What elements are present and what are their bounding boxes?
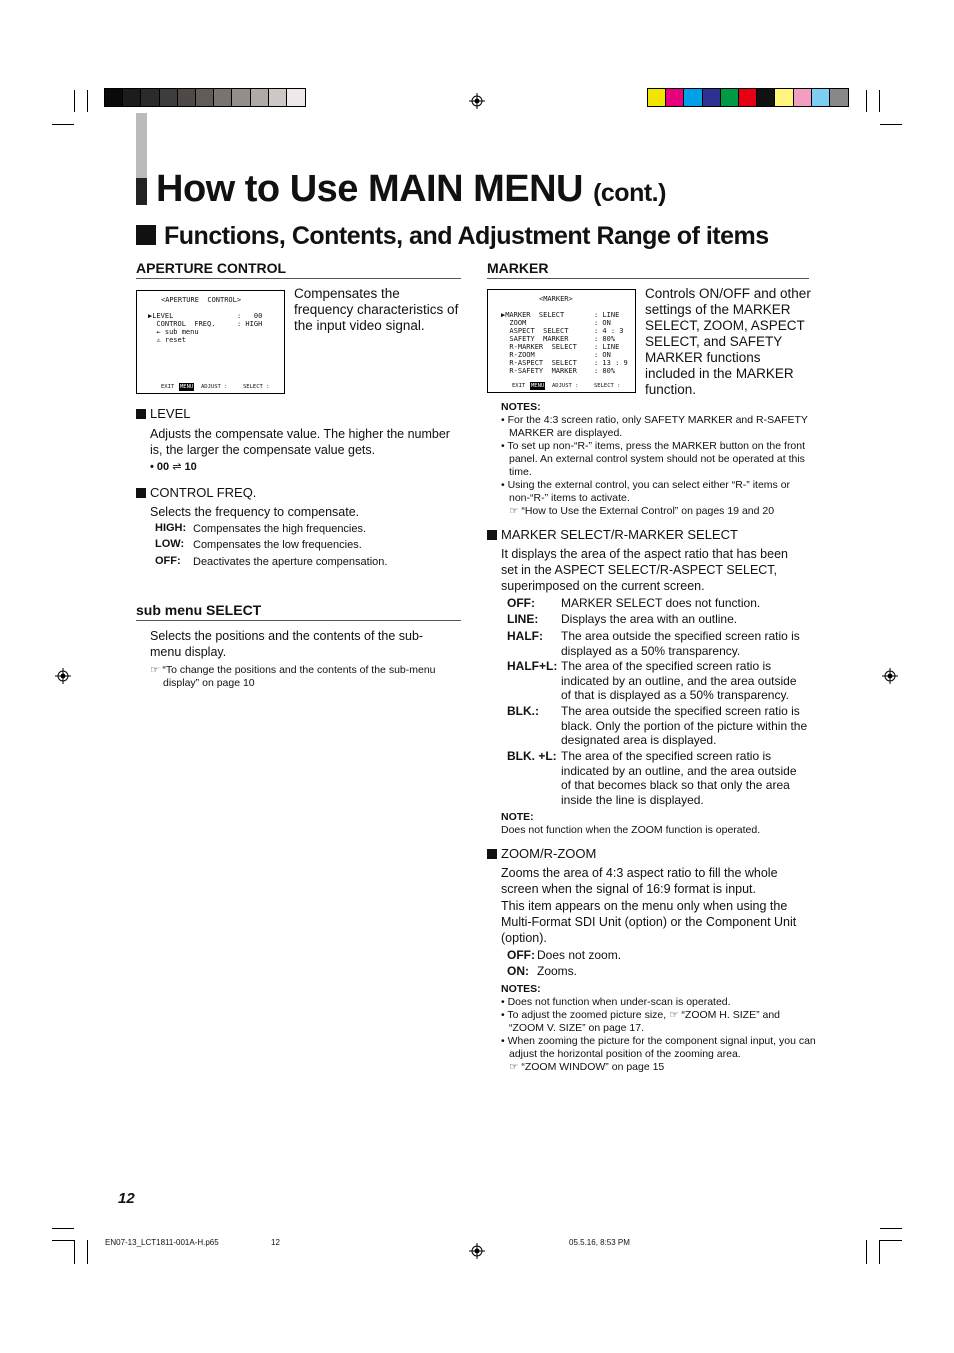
osd-row-value: : ON <box>594 319 611 327</box>
page-number: 12 <box>118 1190 135 1207</box>
osd-footer-select: SELECT : <box>594 383 621 389</box>
osd-title: <MARKER> <box>539 295 573 303</box>
osd-footer-exit: EXIT <box>512 383 526 389</box>
submenu-select-heading: sub menu SELECT <box>136 602 461 621</box>
control-freq-desc: Deactivates the aperture compensation. <box>193 556 388 568</box>
square-bullet-icon <box>136 225 156 245</box>
gray-swatch <box>232 89 250 106</box>
control-freq-term: HIGH: <box>155 522 187 534</box>
marker-select-desc: The area outside the specified screen ratio is displayed as a 50% transparency. <box>561 629 800 658</box>
gray-swatch <box>251 89 269 106</box>
osd-row-value: : HIGH <box>237 320 263 328</box>
marker-note: • Using the external control, you can select either “R-” items or non-“R-” items to activate. <box>501 479 791 504</box>
marker-select-desc: MARKER SELECT does not function. <box>561 596 761 610</box>
page-subtitle-text: Functions, Contents, and Adjustment Range of items <box>164 222 769 250</box>
color-swatch <box>648 89 666 106</box>
color-swatch <box>684 89 702 106</box>
color-swatch <box>666 89 684 106</box>
marker-heading: MARKER <box>487 260 809 279</box>
osd-row-label: R-ASPECT SELECT <box>501 359 577 367</box>
zoom-heading <box>487 846 596 861</box>
osd-row-value: : LINE <box>594 311 620 319</box>
zoom-note-reference: ☞ “ZOOM WINDOW” on page 15 <box>509 1061 665 1073</box>
submenu-reference: ☞ “To change the positions and the contents of the sub-menu display” on page 10 <box>150 664 436 689</box>
aperture-control-heading: APERTURE CONTROL <box>136 260 461 279</box>
osd-row-label: R-SAFETY MARKER <box>501 367 577 375</box>
zoom-note: • To adjust the zoomed picture size, ☞ “ZOOM H. SIZE” and “ZOOM V. SIZE” on page 17. <box>501 1009 780 1034</box>
osd-row-value: : 80% <box>594 335 616 343</box>
osd-row-value: : 13 : 9 <box>594 359 628 367</box>
square-bullet-icon <box>136 409 146 419</box>
footer-filename: EN07-13_LCT1811-001A-H.p65 <box>105 1238 219 1247</box>
footer-page: 12 <box>271 1238 280 1247</box>
page-title-text: How to Use MAIN MENU <box>156 168 583 210</box>
osd-row-label: ZOOM <box>501 319 527 327</box>
osd-footer-menu: MENU <box>531 383 545 389</box>
square-bullet-icon <box>487 530 497 540</box>
marker-description: Controls ON/OFF and other settings of the MARKER SELECT, ZOOM, ASPECT SELECT, and SAFETY MARKER functions included in the MARKER function. <box>645 286 811 397</box>
level-range-to: 10 <box>184 461 197 473</box>
osd-footer-adjust: ADJUST : <box>201 384 228 390</box>
osd-row-value: : 4 : 3 <box>594 327 624 335</box>
osd-row-label: SAFETY MARKER <box>501 335 569 343</box>
marker-select-term: LINE: <box>507 612 539 626</box>
control-freq-term: LOW: <box>155 538 185 550</box>
registration-mark-icon <box>469 93 485 109</box>
control-freq-text: Selects the frequency to compensate. <box>150 505 360 519</box>
marker-select-heading <box>487 527 738 542</box>
marker-select-term: OFF: <box>507 596 535 610</box>
gray-swatch <box>269 89 287 106</box>
gray-swatch <box>141 89 159 106</box>
gray-swatch <box>287 89 305 106</box>
gray-swatch <box>123 89 141 106</box>
marker-osd-screen <box>487 289 636 393</box>
marker-select-note-heading: NOTE: <box>501 811 534 823</box>
osd-footer-select: SELECT : <box>243 384 270 390</box>
marker-select-note: Does not function when the ZOOM function is operated. <box>501 824 761 836</box>
osd-row-value: : 00 <box>237 312 263 320</box>
zoom-heading-text: ZOOM/R-ZOOM <box>501 846 597 861</box>
registration-mark-icon <box>469 1243 485 1259</box>
marker-select-desc: The area of the specified screen ratio is indicated by an outline, and the area outside of that is displayed as a 50% transparency. <box>561 659 797 702</box>
osd-row-label: CONTROL FREQ. <box>148 320 216 328</box>
marker-select-desc: Displays the area with an outline. <box>561 612 738 626</box>
marker-select-desc: The area outside the specified screen ratio is black. Only the portion of the picture within the designated area is displayed. <box>561 704 808 747</box>
osd-row-label: R-ZOOM <box>501 351 535 359</box>
range-arrows-icon: ⇌ <box>172 461 182 473</box>
marker-note: • For the 4:3 screen ratio, only SAFETY MARKER and R-SAFETY MARKER are displayed. <box>501 414 808 439</box>
square-bullet-icon <box>136 488 146 498</box>
osd-footer-adjust: ADJUST : <box>552 383 579 389</box>
zoom-desc: Does not zoom. <box>537 948 622 962</box>
marker-select-heading-text: MARKER SELECT/R-MARKER SELECT <box>501 527 738 542</box>
zoom-term: OFF: <box>507 948 535 962</box>
zoom-text: This item appears on the menu only when using the Multi-Format SDI Unit (option) or the Component Unit (option). <box>501 899 797 945</box>
osd-title: <APERTURE CONTROL> <box>161 296 242 304</box>
aperture-description: Compensates the frequency characteristics of the input video signal. <box>294 286 459 333</box>
level-heading <box>136 406 190 421</box>
color-swatch <box>830 89 848 106</box>
submenu-text: Selects the positions and the contents of the sub-menu display. <box>150 629 424 659</box>
marker-select-text: It displays the area of the aspect ratio that has been set in the ASPECT SELECT/R-ASPECT SELECT, superimposed on the current screen. <box>501 547 788 593</box>
marker-select-term: BLK.: <box>507 704 539 718</box>
osd-row-value: : LINE <box>594 343 620 351</box>
page-title <box>156 168 666 211</box>
osd-row-label: ASPECT SELECT <box>501 327 569 335</box>
zoom-notes-heading: NOTES: <box>501 983 541 995</box>
title-accent-block <box>136 178 147 205</box>
registration-mark-icon <box>882 668 898 684</box>
gray-swatch <box>214 89 232 106</box>
gray-swatch <box>178 89 196 106</box>
gray-swatch <box>196 89 214 106</box>
gray-swatch <box>105 89 123 106</box>
color-swatch <box>794 89 812 106</box>
gray-swatch <box>160 89 178 106</box>
control-freq-desc: Compensates the high frequencies. <box>193 523 367 535</box>
marker-note-reference: ☞ “How to Use the External Control” on pages 19 and 20 <box>509 505 775 517</box>
zoom-term: ON: <box>507 964 529 978</box>
color-swatch <box>812 89 830 106</box>
color-swatch <box>721 89 739 106</box>
color-swatch <box>739 89 757 106</box>
footer-date: 05.5.16, 8:53 PM <box>569 1238 630 1247</box>
marker-select-desc: The area of the specified screen ratio is indicated by an outline, and the area outside of that becomes black so that only the area inside the line is displayed. <box>561 749 797 807</box>
registration-mark-icon <box>55 668 71 684</box>
color-swatch <box>757 89 775 106</box>
level-heading-text: LEVEL <box>150 406 191 421</box>
osd-row-label: ▶MARKER SELECT <box>501 311 565 319</box>
marker-notes-heading: NOTES: <box>501 401 541 413</box>
color-swatch <box>703 89 721 106</box>
osd-row-value: : ON <box>594 351 611 359</box>
osd-footer-exit: EXIT <box>161 384 175 390</box>
osd-row-label: R-MARKER SELECT <box>501 343 577 351</box>
osd-row-label: ⚠ reset <box>148 336 186 344</box>
control-freq-heading <box>136 485 256 500</box>
marker-select-term: HALF: <box>507 629 543 643</box>
marker-select-term: BLK. +L: <box>507 749 557 763</box>
page-subtitle <box>136 222 769 251</box>
osd-row-label: ← sub menu <box>148 328 199 336</box>
control-freq-desc: Compensates the low frequencies. <box>193 539 362 551</box>
osd-row-label: ▶LEVEL <box>148 312 174 320</box>
control-freq-term: OFF: <box>155 555 181 567</box>
marker-note: • To set up non-“R-” items, press the MARKER button on the front panel. An external control system should not be operated at this time. <box>501 440 806 478</box>
aperture-osd-screen <box>136 290 285 394</box>
control-freq-heading-text: CONTROL FREQ. <box>150 485 257 500</box>
zoom-note: • When zooming the picture for the component signal input, you can adjust the horizontal position of the zooming area. <box>501 1035 816 1060</box>
color-swatch <box>775 89 793 106</box>
square-bullet-icon <box>487 849 497 859</box>
zoom-note: • Does not function when under-scan is operated. <box>501 996 731 1008</box>
marker-select-term: HALF+L: <box>507 659 558 673</box>
level-range <box>150 460 197 473</box>
osd-row-value: : 80% <box>594 367 616 375</box>
zoom-text: Zooms the area of 4:3 aspect ratio to fill the whole screen when the signal of 16:9 format is input. <box>501 866 778 896</box>
page-title-suffix: (cont.) <box>593 179 666 207</box>
level-range-from: • 00 <box>150 461 170 473</box>
level-text: Adjusts the compensate value. The higher the number is, the larger the compensate value gets. <box>150 427 450 457</box>
osd-footer-menu: MENU <box>180 384 194 390</box>
zoom-desc: Zooms. <box>537 964 578 978</box>
